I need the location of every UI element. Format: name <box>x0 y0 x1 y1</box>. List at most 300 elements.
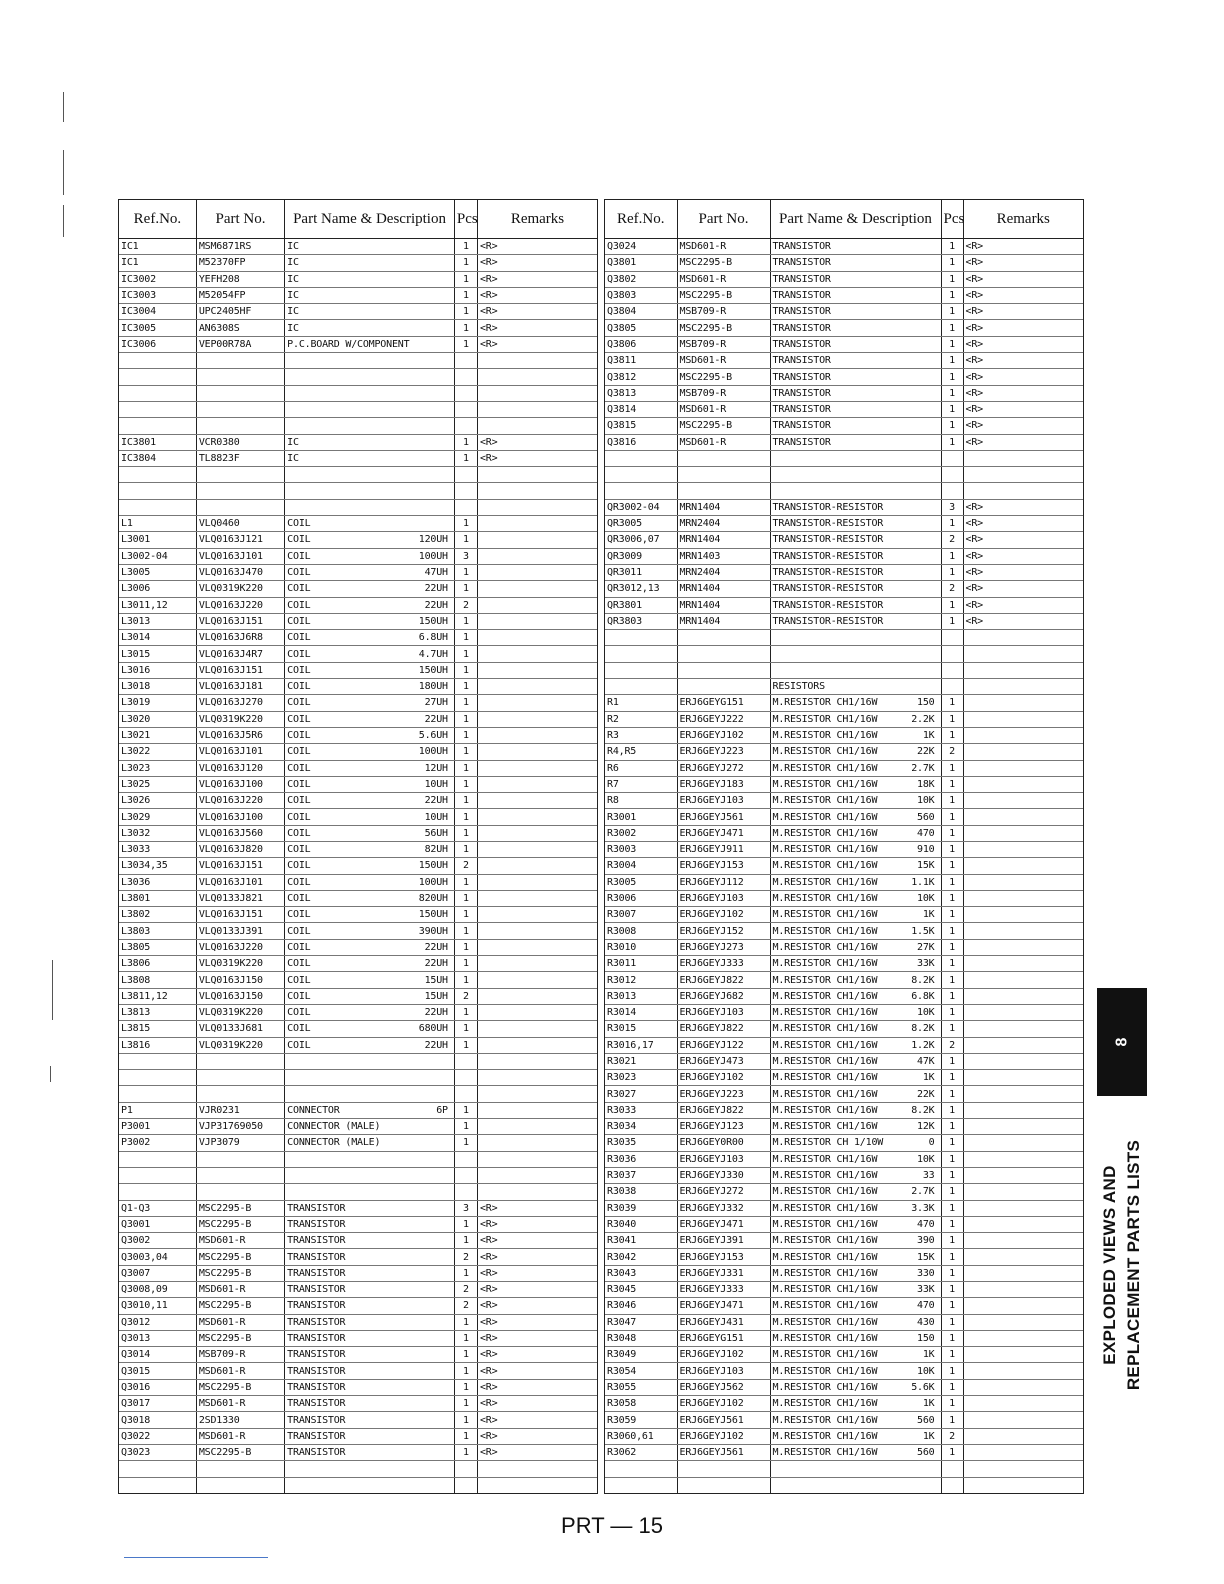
remarks-cell: <R> <box>477 1233 597 1249</box>
part-no-cell: ERJ6GEYJ822 <box>677 1102 770 1118</box>
remarks-cell <box>963 1249 1083 1265</box>
description-text: M.RESISTOR CH1/16W <box>772 1284 878 1296</box>
pcs-cell: 1 <box>941 923 963 939</box>
remarks-cell: <R> <box>963 434 1083 450</box>
description-text: M.RESISTOR CH1/16W <box>772 697 878 709</box>
pcs-cell: 1 <box>941 1004 963 1020</box>
remarks-cell <box>477 1135 597 1151</box>
ref-no-cell: R3001 <box>605 809 677 825</box>
value-text: 10K <box>917 893 935 905</box>
table-row <box>605 401 1083 417</box>
ref-no-cell <box>119 418 196 434</box>
description-cell <box>770 646 941 662</box>
pcs-cell <box>454 1477 477 1493</box>
ref-no-cell: P3001 <box>119 1119 196 1135</box>
description-cell <box>770 662 941 678</box>
remarks-cell: <R> <box>477 1330 597 1346</box>
description-cell <box>770 956 941 972</box>
pcs-cell: 1 <box>941 1053 963 1069</box>
ref-no-cell: L3005 <box>119 564 196 580</box>
ref-no-cell: R3060,61 <box>605 1428 677 1444</box>
ref-no-cell: R3048 <box>605 1330 677 1346</box>
ref-no-cell: L3802 <box>119 907 196 923</box>
ref-no-cell: L3036 <box>119 874 196 890</box>
pcs-cell: 1 <box>454 727 477 743</box>
pcs-cell: 1 <box>454 271 477 287</box>
description-text: M.RESISTOR CH1/16W <box>772 811 878 823</box>
description-cell <box>770 1444 941 1460</box>
description-text: IC <box>287 436 299 448</box>
remarks-cell <box>963 1379 1083 1395</box>
description-cell <box>285 727 455 743</box>
section-tab <box>1097 988 1147 1096</box>
pcs-cell <box>454 1086 477 1102</box>
pcs-cell: 1 <box>941 271 963 287</box>
part-no-cell: MSD601-R <box>196 1363 284 1379</box>
description-cell <box>285 239 455 255</box>
table-row <box>605 907 1083 923</box>
description-text: M.RESISTOR CH1/16W <box>772 1170 878 1182</box>
remarks-cell: <R> <box>963 353 1083 369</box>
table-row <box>605 695 1083 711</box>
description-cell <box>770 988 941 1004</box>
value-text: 150 <box>917 1333 935 1345</box>
ref-no-cell: R3045 <box>605 1282 677 1298</box>
ref-no-cell: IC3004 <box>119 304 196 320</box>
description-cell <box>770 385 941 401</box>
description-cell <box>285 841 455 857</box>
description-text: COIL <box>287 550 311 562</box>
ref-no-cell: R3004 <box>605 858 677 874</box>
pcs-cell: 1 <box>454 304 477 320</box>
table-row <box>119 809 597 825</box>
ref-no-cell: Q3803 <box>605 287 677 303</box>
part-no-cell <box>196 401 284 417</box>
table-row <box>605 1216 1083 1232</box>
description-text: M.RESISTOR CH1/16W <box>772 974 878 986</box>
ref-no-cell: Q3806 <box>605 336 677 352</box>
description-cell <box>285 662 455 678</box>
remarks-cell <box>963 1184 1083 1200</box>
pcs-cell: 1 <box>941 1070 963 1086</box>
table-row <box>605 662 1083 678</box>
value-text: 120UH <box>418 534 448 546</box>
description-cell <box>285 874 455 890</box>
remarks-cell <box>477 483 597 499</box>
table-row <box>119 907 597 923</box>
description-text: TRANSISTOR-RESISTOR <box>772 599 884 611</box>
description-cell <box>285 1151 455 1167</box>
description-cell <box>770 695 941 711</box>
pcs-cell: 1 <box>941 1314 963 1330</box>
part-no-cell: MSD601-R <box>196 1282 284 1298</box>
part-no-cell: MSC2295-B <box>196 1216 284 1232</box>
ref-no-cell: R3035 <box>605 1135 677 1151</box>
table-row <box>605 353 1083 369</box>
description-text: TRANSISTOR <box>287 1414 346 1426</box>
pcs-cell: 1 <box>454 956 477 972</box>
value-text: 470 <box>917 1300 935 1312</box>
ref-no-cell: IC3003 <box>119 287 196 303</box>
pcs-cell: 2 <box>454 1298 477 1314</box>
remarks-cell <box>477 695 597 711</box>
ref-no-cell: R3034 <box>605 1119 677 1135</box>
remarks-cell <box>963 467 1083 483</box>
description-cell <box>285 1461 455 1477</box>
ref-no-cell: R3027 <box>605 1086 677 1102</box>
part-no-cell: UPC2405HF <box>196 304 284 320</box>
value-text: 470 <box>917 1218 935 1230</box>
table-row <box>119 1167 597 1183</box>
remarks-cell <box>963 1151 1083 1167</box>
table-row <box>119 646 597 662</box>
remarks-cell <box>963 890 1083 906</box>
value-text: 22UH <box>424 958 448 970</box>
remarks-cell <box>477 1086 597 1102</box>
table-row <box>605 956 1083 972</box>
part-no-cell: ERJ6GEYJ911 <box>677 841 770 857</box>
pcs-cell <box>454 1070 477 1086</box>
value-text: 22UH <box>424 941 448 953</box>
table-row <box>605 760 1083 776</box>
part-no-cell: TL8823F <box>196 450 284 466</box>
ref-no-cell: L3815 <box>119 1021 196 1037</box>
table-row <box>605 1363 1083 1379</box>
table-row <box>605 1298 1083 1314</box>
part-no-cell: VJR0231 <box>196 1102 284 1118</box>
value-text: 15UH <box>424 990 448 1002</box>
part-no-cell: ERJ6GEYJ223 <box>677 1086 770 1102</box>
description-cell <box>285 1282 455 1298</box>
ref-no-cell: Q3805 <box>605 320 677 336</box>
description-cell <box>770 1379 941 1395</box>
pcs-cell <box>941 483 963 499</box>
table-row <box>119 874 597 890</box>
description-cell <box>770 1330 941 1346</box>
remarks-cell <box>477 401 597 417</box>
description-text: TRANSISTOR-RESISTOR <box>772 501 884 513</box>
description-text: COIL <box>287 632 311 644</box>
remarks-cell: <R> <box>477 1282 597 1298</box>
pcs-cell: 1 <box>941 1265 963 1281</box>
description-text: M.RESISTOR CH1/16W <box>772 827 878 839</box>
description-text: M.RESISTOR CH1/16W <box>772 844 878 856</box>
description-cell <box>285 1412 455 1428</box>
description-cell <box>285 858 455 874</box>
pcs-cell: 1 <box>454 907 477 923</box>
part-no-cell: VLQ0163J5R6 <box>196 727 284 743</box>
remarks-cell: <R> <box>963 548 1083 564</box>
remarks-cell <box>963 841 1083 857</box>
description-cell <box>285 646 455 662</box>
description-text: COIL <box>287 795 311 807</box>
ref-no-cell: L3816 <box>119 1037 196 1053</box>
part-no-cell: MSB709-R <box>677 336 770 352</box>
description-text: TRANSISTOR <box>772 338 831 350</box>
ref-no-cell: R3043 <box>605 1265 677 1281</box>
section-caption-line1: EXPLODED VIEWS AND <box>1100 1165 1119 1365</box>
description-cell <box>770 1102 941 1118</box>
description-text: TRANSISTOR <box>287 1218 346 1230</box>
table-row <box>119 1282 597 1298</box>
ref-no-cell: QR3801 <box>605 597 677 613</box>
ref-no-cell: Q3007 <box>119 1265 196 1281</box>
description-text: COIL <box>287 1039 311 1051</box>
remarks-cell <box>963 1102 1083 1118</box>
part-no-cell: ERJ6GEYJ103 <box>677 1363 770 1379</box>
description-text: M.RESISTOR CH1/16W <box>772 1251 878 1263</box>
table-row <box>605 1233 1083 1249</box>
part-no-cell: MSC2295-B <box>677 287 770 303</box>
margin-mark <box>50 1066 51 1082</box>
pcs-cell <box>454 499 477 515</box>
ref-no-cell: QR3012,13 <box>605 581 677 597</box>
description-cell <box>285 353 455 369</box>
description-cell <box>285 825 455 841</box>
remarks-cell <box>477 646 597 662</box>
part-no-cell: MSC2295-B <box>196 1249 284 1265</box>
description-text: M.RESISTOR CH1/16W <box>772 1202 878 1214</box>
ref-no-cell <box>119 401 196 417</box>
pcs-cell: 1 <box>454 679 477 695</box>
description-text: M.RESISTOR CH1/16W <box>772 1316 878 1328</box>
remarks-cell <box>477 467 597 483</box>
table-row <box>605 1314 1083 1330</box>
part-no-cell: VLQ0319K220 <box>196 1004 284 1020</box>
pcs-cell: 1 <box>941 564 963 580</box>
remarks-cell <box>477 874 597 890</box>
table-row <box>119 1070 597 1086</box>
part-no-cell <box>677 483 770 499</box>
value-text: 3.3K <box>911 1202 935 1214</box>
pcs-cell: 1 <box>941 401 963 417</box>
table-row <box>119 711 597 727</box>
description-cell <box>285 483 455 499</box>
table-row <box>119 662 597 678</box>
ref-no-cell: R3003 <box>605 841 677 857</box>
description-text: TRANSISTOR <box>287 1447 346 1459</box>
remarks-cell: <R> <box>477 1428 597 1444</box>
table-row <box>605 336 1083 352</box>
description-cell <box>285 776 455 792</box>
description-cell <box>285 1053 455 1069</box>
description-cell <box>770 434 941 450</box>
pcs-cell: 1 <box>941 1086 963 1102</box>
part-no-cell: MSD601-R <box>196 1428 284 1444</box>
description-cell <box>770 1461 941 1477</box>
description-cell <box>770 874 941 890</box>
value-text: 390UH <box>418 925 448 937</box>
part-no-cell: MSB709-R <box>677 304 770 320</box>
pcs-cell: 1 <box>941 1151 963 1167</box>
pcs-cell: 1 <box>454 711 477 727</box>
value-text: 0 <box>928 1137 935 1149</box>
remarks-cell: <R> <box>477 304 597 320</box>
value-text: 47UH <box>424 567 448 579</box>
table-row <box>119 1151 597 1167</box>
remarks-cell <box>963 1347 1083 1363</box>
pcs-cell: 2 <box>941 532 963 548</box>
description-text: M.RESISTOR CH1/16W <box>772 1267 878 1279</box>
part-no-cell: ERJ6GEYJ102 <box>677 1428 770 1444</box>
description-text: COIL <box>287 534 311 546</box>
description-text: TRANSISTOR <box>287 1430 346 1442</box>
ref-no-cell: IC3804 <box>119 450 196 466</box>
description-text: TRANSISTOR <box>772 290 831 302</box>
description-text: TRANSISTOR-RESISTOR <box>772 550 884 562</box>
description-text: M.RESISTOR CH 1/10W <box>772 1137 884 1149</box>
table-row <box>119 1135 597 1151</box>
description-cell <box>285 1086 455 1102</box>
part-no-cell <box>196 1167 284 1183</box>
pcs-cell: 3 <box>454 1200 477 1216</box>
part-no-cell <box>677 646 770 662</box>
description-text: M.RESISTOR CH1/16W <box>772 1398 878 1410</box>
pcs-cell: 1 <box>941 1396 963 1412</box>
table-row <box>605 499 1083 515</box>
pcs-cell: 1 <box>941 1135 963 1151</box>
description-text: TRANSISTOR <box>772 420 831 432</box>
description-text: TRANSISTOR <box>287 1349 346 1361</box>
description-text: TRANSISTOR <box>772 257 831 269</box>
table-row <box>605 1167 1083 1183</box>
table-row <box>119 793 597 809</box>
description-text: M.RESISTOR CH1/16W <box>772 713 878 725</box>
pcs-cell: 1 <box>454 1265 477 1281</box>
value-text: 33K <box>917 1284 935 1296</box>
ref-no-cell: L3805 <box>119 939 196 955</box>
description-cell <box>770 1363 941 1379</box>
remarks-cell: <R> <box>477 450 597 466</box>
pcs-cell: 1 <box>454 776 477 792</box>
table-row <box>119 613 597 629</box>
table-row <box>605 1053 1083 1069</box>
table-row <box>605 890 1083 906</box>
parts-table-right <box>604 199 1084 1494</box>
pcs-cell: 1 <box>941 1412 963 1428</box>
description-text: TRANSISTOR-RESISTOR <box>772 534 884 546</box>
description-text: M.RESISTOR CH1/16W <box>772 730 878 742</box>
description-cell <box>285 1444 455 1460</box>
table-row <box>119 825 597 841</box>
description-cell <box>285 1102 455 1118</box>
remarks-cell <box>477 1004 597 1020</box>
part-no-cell: MSC2295-B <box>196 1379 284 1395</box>
ref-no-cell <box>119 499 196 515</box>
description-cell <box>770 516 941 532</box>
description-cell <box>285 434 455 450</box>
table-row <box>605 646 1083 662</box>
part-no-cell: MSC2295-B <box>196 1298 284 1314</box>
pcs-cell: 1 <box>941 255 963 271</box>
value-text: 680UH <box>418 1023 448 1035</box>
ref-no-cell: R3015 <box>605 1021 677 1037</box>
part-no-cell: MSC2295-B <box>196 1444 284 1460</box>
description-cell <box>285 630 455 646</box>
remarks-cell <box>477 1070 597 1086</box>
table-row <box>119 1200 597 1216</box>
remarks-cell <box>963 646 1083 662</box>
description-text: M.RESISTOR CH1/16W <box>772 1104 878 1116</box>
pcs-cell: 1 <box>941 760 963 776</box>
pcs-cell: 1 <box>941 858 963 874</box>
pcs-cell: 1 <box>454 287 477 303</box>
table-row <box>605 1428 1083 1444</box>
part-no-cell: ERJ6GEYJ103 <box>677 1004 770 1020</box>
pcs-cell: 1 <box>454 1428 477 1444</box>
remarks-cell <box>477 516 597 532</box>
part-no-cell: VLQ0163J470 <box>196 564 284 580</box>
description-cell <box>285 532 455 548</box>
description-cell <box>770 1070 941 1086</box>
pcs-cell: 1 <box>941 1200 963 1216</box>
remarks-cell: <R> <box>477 239 597 255</box>
remarks-cell <box>963 1363 1083 1379</box>
description-text: COIL <box>287 599 311 611</box>
pcs-cell: 1 <box>454 1379 477 1395</box>
remarks-cell <box>477 809 597 825</box>
ref-no-cell: Q3017 <box>119 1396 196 1412</box>
remarks-cell <box>963 1461 1083 1477</box>
pcs-cell <box>454 1167 477 1183</box>
description-cell <box>285 1070 455 1086</box>
part-no-cell <box>196 353 284 369</box>
part-no-cell <box>196 418 284 434</box>
part-no-cell <box>196 385 284 401</box>
pcs-cell: 1 <box>941 1216 963 1232</box>
description-text: IC <box>287 306 299 318</box>
table-row <box>119 744 597 760</box>
value-text: 8.2K <box>911 974 935 986</box>
description-text: M.RESISTOR CH1/16W <box>772 795 878 807</box>
description-cell <box>770 907 941 923</box>
pcs-cell: 2 <box>454 597 477 613</box>
remarks-cell <box>963 727 1083 743</box>
description-text: COIL <box>287 762 311 774</box>
header-description: Part Name & Description <box>770 200 941 239</box>
table-row <box>605 874 1083 890</box>
description-cell <box>770 450 941 466</box>
remarks-cell <box>477 1102 597 1118</box>
pcs-cell: 1 <box>941 988 963 1004</box>
ref-no-cell: R3005 <box>605 874 677 890</box>
value-text: 15K <box>917 860 935 872</box>
description-cell <box>285 418 455 434</box>
value-text: 470 <box>917 827 935 839</box>
table-row <box>605 1282 1083 1298</box>
table-row <box>119 1265 597 1281</box>
remarks-cell <box>477 564 597 580</box>
ref-no-cell: R3049 <box>605 1347 677 1363</box>
remarks-cell <box>477 841 597 857</box>
table-row <box>119 1119 597 1135</box>
pcs-cell: 1 <box>454 336 477 352</box>
table-row <box>119 499 597 515</box>
part-no-cell: ERJ6GEYJ473 <box>677 1053 770 1069</box>
description-text: M.RESISTOR CH1/16W <box>772 1430 878 1442</box>
value-text: 4.7UH <box>418 648 448 660</box>
part-no-cell <box>196 1086 284 1102</box>
remarks-cell <box>963 776 1083 792</box>
pcs-cell: 1 <box>454 1396 477 1412</box>
part-no-cell: ERJ6GEYJ431 <box>677 1314 770 1330</box>
description-cell <box>770 369 941 385</box>
pcs-cell: 1 <box>454 923 477 939</box>
value-text: 8.2K <box>911 1104 935 1116</box>
description-text: COIL <box>287 648 311 660</box>
description-cell <box>285 499 455 515</box>
value-text: 12UH <box>424 762 448 774</box>
